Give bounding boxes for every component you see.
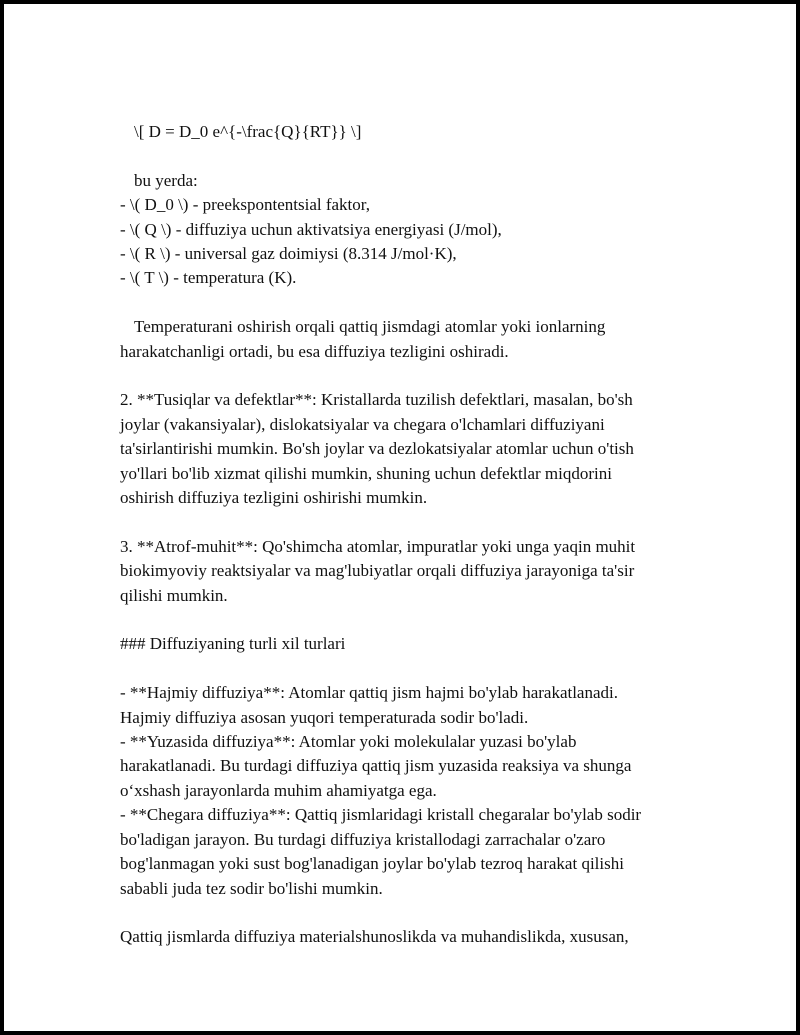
variable-definition: - \( Q \) - diffuziya uchun aktivatsiya energiyasi (J/mol), bbox=[120, 219, 502, 239]
environment-paragraph-line: 3. **Atrof-muhit**: Qo'shimcha atomlar, impuratlar yoki unga yaqin muhit bbox=[120, 536, 636, 556]
spacer bbox=[120, 291, 700, 315]
defects-paragraph-line: oshirish diffuziya tezligini oshirishi mumkin. bbox=[120, 488, 428, 508]
types-list-line: bo'ladigan jarayon. Bu turdagi diffuziya kristallodagi zarrachalar o'zaro bbox=[120, 829, 606, 849]
diffusion-formula: \[ D = D_0 e^{-\frac{Q}{RT}} \] bbox=[134, 122, 362, 141]
spacer bbox=[120, 657, 700, 681]
types-list-line: Hajmiy diffuziya asosan yuqori temperaturada sodir bo'ladi. bbox=[120, 707, 529, 727]
spacer bbox=[120, 144, 700, 168]
spacer bbox=[120, 510, 700, 534]
spacer bbox=[120, 608, 700, 632]
types-list-line: bog'lanmagan yoki sust bog'lanadigan joylar bo'ylab tezroq harakat qilishi bbox=[120, 854, 624, 874]
defects-paragraph-line: 2. **Tusiqlar va defektlar**: Kristallarda tuzilish defektlari, masalan, bo'sh bbox=[120, 390, 633, 410]
variable-definition: - \( R \) - universal gaz doimiysi (8.314 J/mol·K), bbox=[120, 244, 457, 264]
temperature-paragraph-line: Temperaturani oshirish orqali qattiq jismdagi atomlar yoki ionlarning bbox=[134, 317, 606, 337]
environment-paragraph-line: qilishi mumkin. bbox=[120, 585, 228, 605]
types-list-line: - **Yuzasida diffuziya**: Atomlar yoki molekulalar yuzasi bo'ylab bbox=[120, 732, 577, 752]
types-list-line: - **Chegara diffuziya**: Qattiq jismlaridagi kristall chegaralar bo'ylab sodir bbox=[120, 805, 642, 825]
defects-paragraph-line: yo'llari bo'lib xizmat qilishi mumkin, shuning uchun defektlar miqdorini bbox=[120, 463, 612, 483]
spacer bbox=[120, 364, 700, 388]
environment-paragraph-line: biokimyoviy reaktsiyalar va mag'lubiyatlar orqali diffuziya jarayoniga ta'sir bbox=[120, 561, 635, 581]
section-heading: ### Diffuziyaning turli xil turlari bbox=[120, 634, 346, 654]
closing-paragraph-line: Qattiq jismlarda diffuziya materialshunoslikda va muhandislikda, xususan, bbox=[120, 927, 629, 947]
variable-definition: - \( D_0 \) - preekspontentsial faktor, bbox=[120, 195, 370, 215]
types-list-line: o‘xshash jarayonlarda muhim ahamiyatga ega. bbox=[120, 780, 437, 800]
defects-paragraph-line: ta'sirlantirishi mumkin. Bo'sh joylar va dezlokatsiyalar atomlar uchun o'tish bbox=[120, 439, 634, 459]
types-list-line: sababli juda tez sodir bo'lishi mumkin. bbox=[120, 878, 383, 898]
temperature-paragraph-line: harakatchanligi ortadi, bu esa diffuziya tezligini oshiradi. bbox=[120, 341, 509, 361]
spacer bbox=[120, 901, 700, 925]
document-body bbox=[120, 120, 700, 950]
types-list-line: - **Hajmiy diffuziya**: Atomlar qattiq jism hajmi bo'ylab harakatlanadi. bbox=[120, 683, 618, 703]
where-heading: bu yerda: bbox=[134, 170, 198, 190]
variable-definition: - \( T \) - temperatura (K). bbox=[120, 268, 297, 288]
types-list-line: harakatlanadi. Bu turdagi diffuziya qattiq jism yuzasida reaksiya va shunga bbox=[120, 756, 632, 776]
defects-paragraph-line: joylar (vakansiyalar), dislokatsiyalar va chegara o'lchamlari diffuziyani bbox=[120, 414, 605, 434]
